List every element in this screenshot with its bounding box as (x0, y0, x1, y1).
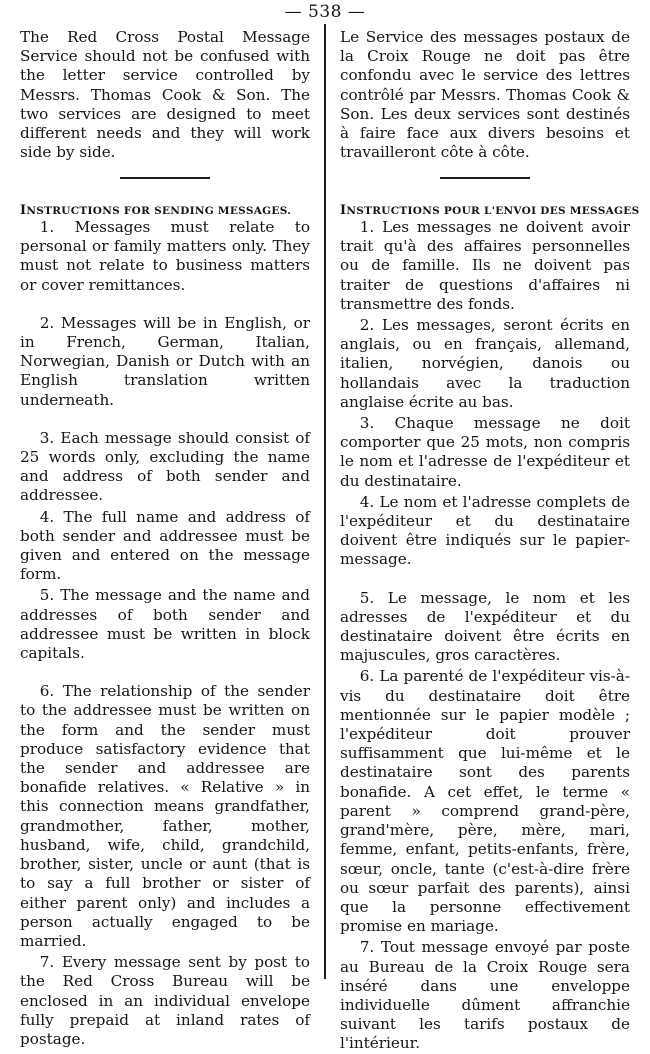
english-column (20, 28, 310, 1049)
french-instruction-6: 6. La parenté de l'expéditeur vis-à-vis du destinataire doit être mentionnée sur le papier modèle ; l'expéditeur doit prouver suffisamment que lui-même et le destinataire sont des parents bonafide. A cet effet, le terme « parent » comprend grand-père, grand'mère, père, mère, mari, femme, enfant, petits-enfants, frère, sœur, oncle, tante (c'est-à-dire frère ou sœur parfait des parents), ainsi que la personne effectivement promise en mariage. (340, 667, 630, 936)
english-instruction-3: 3. Each message should consist of 25 words only, excluding the name and address of both sender and addressee. (20, 428, 310, 505)
english-instructions-heading (20, 204, 310, 218)
english-section-rule (120, 177, 210, 179)
english-instruction-6: 6. The relationship of the sender to the addressee must be written on the form and the sender must produce satisfactory evidence that the sender and addressee are bonafide relatives. « Relative » in this connection means grandfather, grandmother, father, mother, husband, wife, child, grandchild, brother, sister, uncle or aunt (that is to say a full brother or sister of either parent only) and includes a person actually engaged to be married. (20, 682, 310, 950)
french-instruction-1: 1. Les messages ne doivent avoir trait qu'à des affaires personnelles ou de famille. Ils ne doivent pas traiter de questions d'affaires ni transmettre des fonds. (340, 218, 630, 313)
english-instruction-5: 5. The message and the name and addresses of both sender and addressee must be written in block capitals. (20, 586, 310, 663)
french-column (340, 28, 640, 1054)
french-instruction-3: 3. Chaque message ne doit comporter que 25 mots, non compris le nom et l'adresse de l'expéditeur et du destinataire. (340, 414, 630, 490)
english-instruction-7: 7. Every message sent by post to the Red Cross Bureau will be enclosed in an individual envelope fully prepaid at inland rates of postage. (20, 953, 310, 1048)
english-instruction-4: 4. The full name and address of both sender and addressee must be given and entered on the message form. (20, 507, 310, 584)
english-heading-initial: I (20, 203, 27, 218)
french-heading-initial: I (340, 203, 347, 218)
french-section-rule (440, 177, 530, 179)
english-instruction-1: 1. Messages must relate to personal or family matters only. They must not relate to business matters or cover remittances. (20, 218, 310, 294)
english-heading-text: NSTRUCTIONS FOR SENDING MESSAGES. (26, 205, 292, 217)
french-instruction-2: 2. Les messages, seront écrits en anglais, ou en français, allemand, italien, norvégien, danois ou hollandais avec la traduction anglaise écrite au bas. (340, 316, 630, 411)
french-instruction-5: 5. Le message, le nom et les adresses de l'expéditeur et du destinataire doivent être écrits en majuscules, gros caractères. (340, 588, 630, 665)
french-instruction-7: 7. Tout message envoyé par poste au Bureau de la Croix Rouge sera inséré dans une enveloppe individuelle dûment affranchie suivant les tarifs postaux de l'intérieur. (340, 938, 630, 1053)
column-divider (324, 24, 326, 979)
page-number: — 538 — (284, 2, 366, 22)
english-intro-paragraph: The Red Cross Postal Message Service should not be confused with the letter service controlled by Messrs. Thomas Cook & Son. The two services are designed to meet different needs and they will work side by side. (20, 28, 310, 162)
french-instructions-heading (340, 203, 640, 218)
french-intro-paragraph: Le Service des messages postaux de la Croix Rouge ne doit pas être confondu avec le service des lettres contrôlé par Messrs. Thomas Cook & Son. Les deux services sont destinés à faire face aux divers besoins et travailleront côte à côte. (340, 28, 630, 162)
english-instruction-2: 2. Messages will be in English, or in French, German, Italian, Norwegian, Danish or Dutch with an English translation written underneath. (20, 313, 310, 409)
french-instruction-4: 4. Le nom et l'adresse complets de l'expéditeur et du destinataire doivent être indiqués sur le papier-message. (340, 492, 630, 569)
french-heading-text: NSTRUCTIONS POUR L'ENVOI DES MESSAGES (346, 205, 640, 217)
